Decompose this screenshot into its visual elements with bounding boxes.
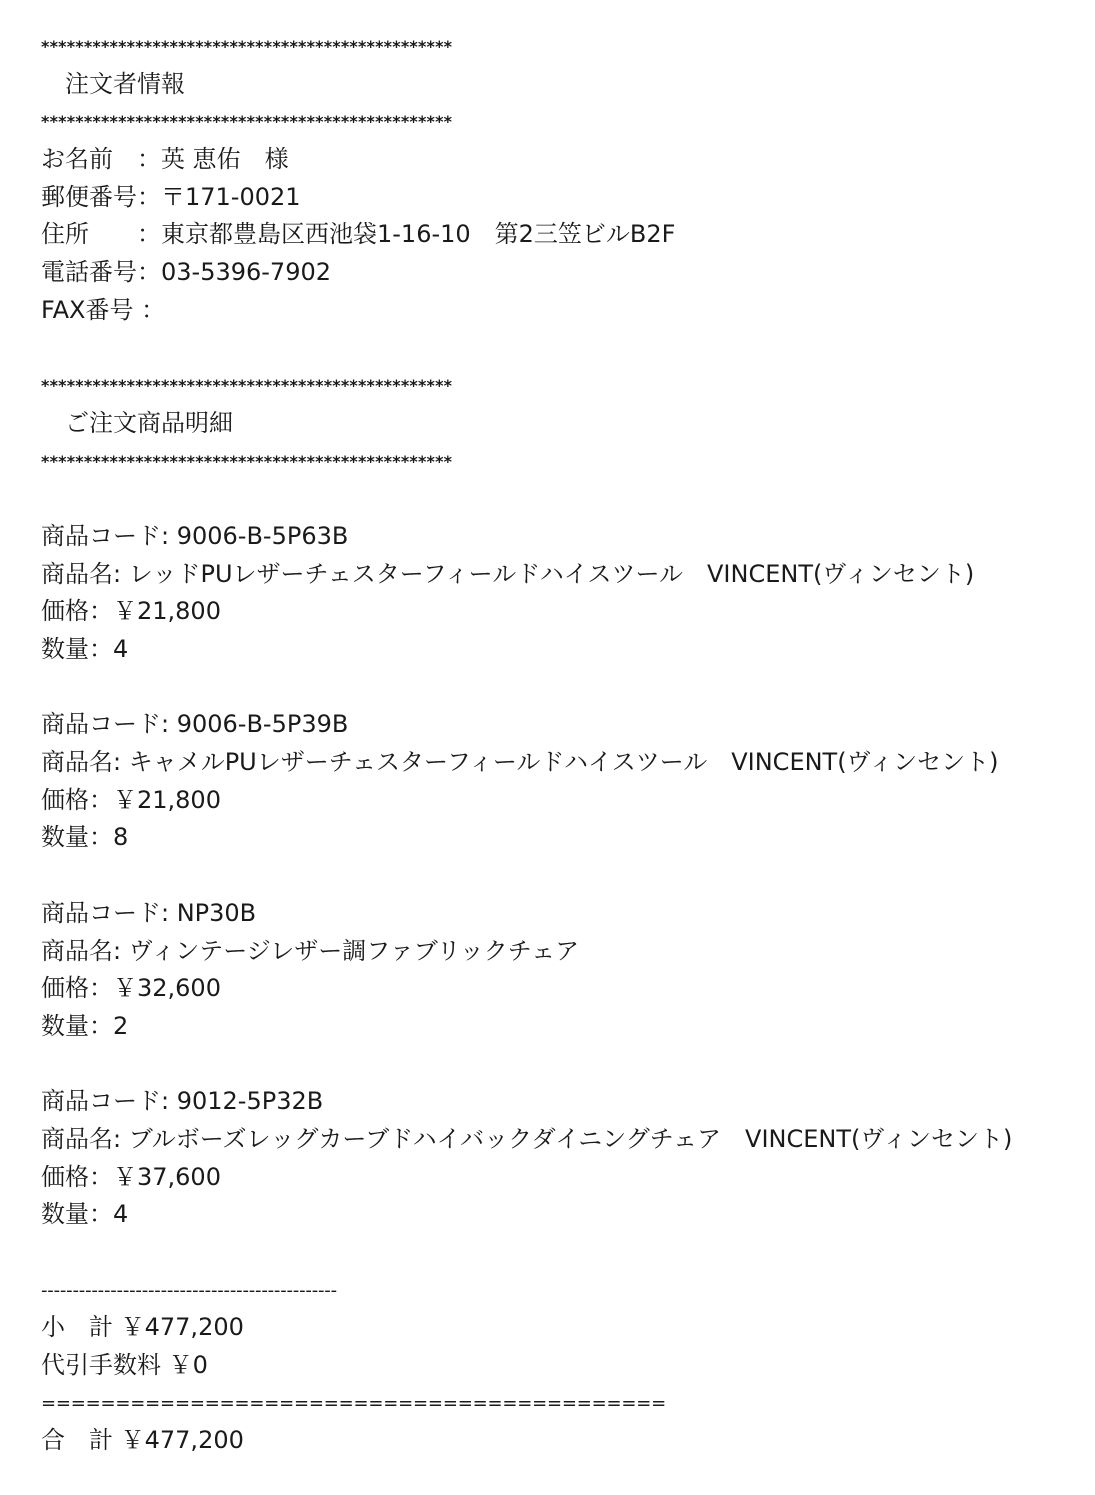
item-name: 商品名: キャメルPUレザーチェスターフィールドハイスツール VINCENT(ヴィンセント) xyxy=(41,748,999,777)
dash-separator: ----------------------------------------------- xyxy=(41,1279,337,1301)
item-quantity: 数量：4 xyxy=(41,1200,129,1229)
orderer-heading: 注文者情報 xyxy=(65,69,185,98)
item-quantity: 数量：2 xyxy=(41,1011,129,1040)
orderer-address: 住所 ：東京都豊島区西池袋1-16-10 第2三笠ビルB2F xyxy=(41,220,676,249)
item-code: 商品コード: 9012-5P32B xyxy=(41,1087,324,1116)
item-price: 価格：￥37,600 xyxy=(41,1162,221,1191)
equals-separator: ========================================== xyxy=(41,1392,667,1414)
spacer xyxy=(41,1046,1071,1084)
spacer xyxy=(41,857,1071,895)
order-item xyxy=(41,895,1071,1046)
grand-total: 合 計 ￥477,200 xyxy=(41,1426,244,1455)
order-details-heading: ご注文商品明細 xyxy=(65,408,233,437)
star-separator: ************************************************ xyxy=(41,37,453,56)
order-item xyxy=(41,706,1071,857)
item-code: 商品コード: NP30B xyxy=(41,898,257,927)
order-item xyxy=(41,1083,1071,1234)
cod-fee: 代引手数料 ￥0 xyxy=(41,1351,208,1380)
subtotal: 小 計 ￥477,200 xyxy=(41,1313,244,1342)
order-confirmation-email xyxy=(41,28,1071,1460)
star-separator: ************************************************ xyxy=(41,376,453,396)
orderer-postal-code: 郵便番号：〒171-0021 xyxy=(41,182,301,211)
star-separator: ************************************************ xyxy=(41,451,453,471)
orderer-phone: 電話番号：03-5396-7902 xyxy=(41,258,332,287)
spacer xyxy=(41,1234,1071,1272)
item-name: 商品名: ヴィンテージレザー調ファブリックチェア xyxy=(41,936,580,965)
item-code: 商品コード: 9006-B-5P63B xyxy=(41,521,349,550)
spacer xyxy=(41,480,1071,518)
orderer-fax: FAX番号 ： xyxy=(41,295,166,324)
item-price: 価格：￥21,800 xyxy=(41,785,221,814)
spacer xyxy=(41,669,1071,707)
order-item xyxy=(41,518,1071,669)
item-name: 商品名: レッドPUレザーチェスターフィールドハイスツール VINCENT(ヴィンセント) xyxy=(41,559,975,588)
item-quantity: 数量：4 xyxy=(41,635,129,663)
item-price: 価格：￥21,800 xyxy=(41,597,221,626)
item-quantity: 数量：8 xyxy=(41,823,129,852)
orderer-name: お名前 ：英 恵佑 様 xyxy=(41,145,289,174)
star-separator: ************************************************ xyxy=(41,112,453,132)
item-price: 価格：￥32,600 xyxy=(41,974,221,1003)
spacer xyxy=(41,330,1071,368)
item-code: 商品コード: 9006-B-5P39B xyxy=(41,710,349,739)
item-name: 商品名: ブルボーズレッグカーブドハイバックダイニングチェア VINCENT(ヴィンセント) xyxy=(41,1124,1013,1153)
